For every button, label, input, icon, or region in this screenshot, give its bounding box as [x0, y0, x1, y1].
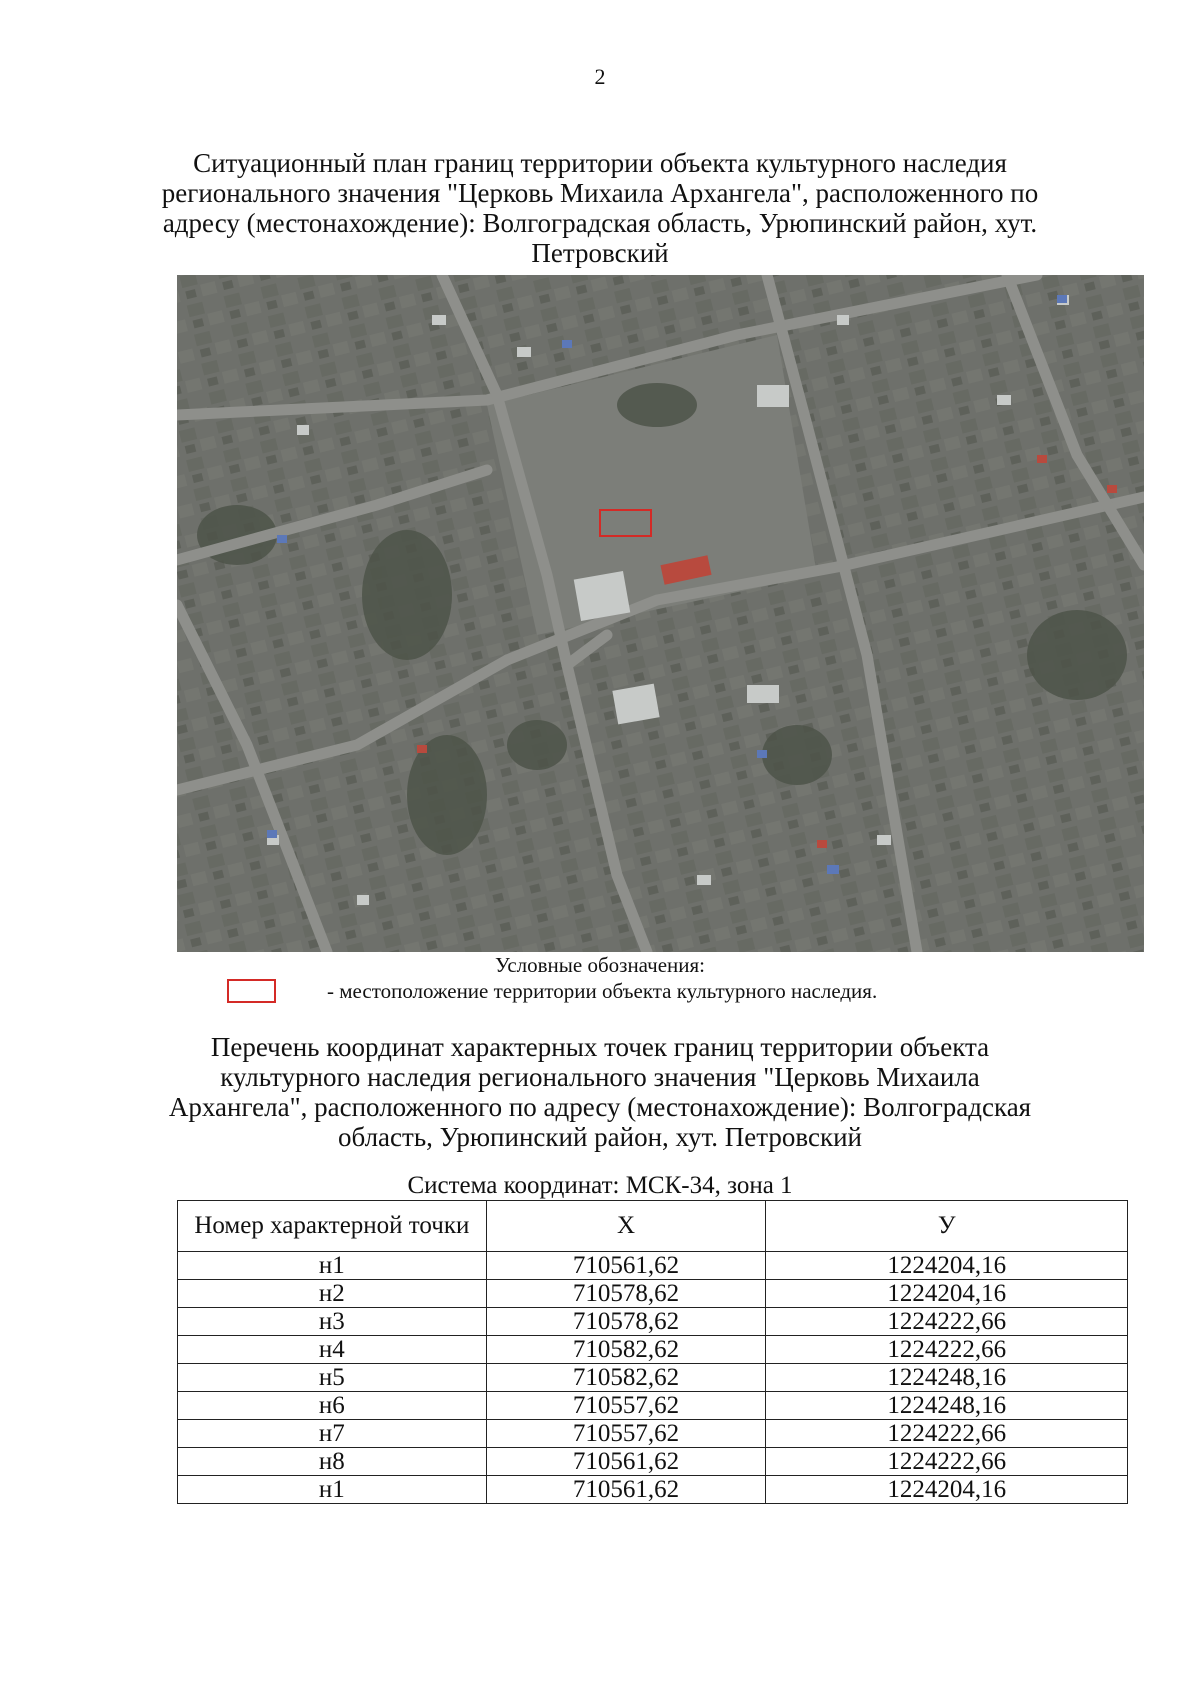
y-value: 1224248,16 [766, 1364, 1128, 1392]
y-value: 1224204,16 [766, 1280, 1128, 1308]
table-row [178, 1448, 1128, 1476]
table-row [178, 1392, 1128, 1420]
x-value: 710578,62 [486, 1308, 766, 1336]
x-value: 710561,62 [486, 1252, 766, 1280]
point-number: н2 [178, 1280, 487, 1308]
table-row [178, 1252, 1128, 1280]
y-value: 1224248,16 [766, 1392, 1128, 1420]
table-row [178, 1420, 1128, 1448]
x-value: 710557,62 [486, 1392, 766, 1420]
point-number: н1 [178, 1476, 487, 1504]
point-number: н8 [178, 1448, 487, 1476]
table-row [178, 1476, 1128, 1504]
point-number: н1 [178, 1252, 487, 1280]
x-value: 710561,62 [486, 1476, 766, 1504]
x-value: 710582,62 [486, 1364, 766, 1392]
point-number: н4 [178, 1336, 487, 1364]
y-value: 1224204,16 [766, 1252, 1128, 1280]
header-point-number: Номер характерной точки [178, 1201, 487, 1252]
table-row [178, 1308, 1128, 1336]
header-y: У [766, 1201, 1128, 1252]
y-value: 1224222,66 [766, 1308, 1128, 1336]
legend-item-label: - местоположение территории объекта культурного наследия. [327, 979, 878, 1003]
table-row [178, 1336, 1128, 1364]
coordinates-title: Перечень координат характерных точек границ территории объекта культурного наследия регионального значения "Церковь Михаила Архангела", расположенного по адресу (местонахождение): Волгоградская область, Урюпинский район, хут. Петровский [168, 1032, 1032, 1152]
satellite-map [177, 275, 1144, 952]
y-value: 1224204,16 [766, 1476, 1128, 1504]
legend-heading: Условные обозначения: [494, 953, 706, 977]
table-row [178, 1364, 1128, 1392]
table-row [178, 1280, 1128, 1308]
x-value: 710582,62 [486, 1336, 766, 1364]
coordinate-system: Система координат: МСК-34, зона 1 [407, 1172, 793, 1199]
y-value: 1224222,66 [766, 1420, 1128, 1448]
point-number: н3 [178, 1308, 487, 1336]
y-value: 1224222,66 [766, 1336, 1128, 1364]
map-title: Ситуационный план границ территории объекта культурного наследия регионального значения "Церковь Михаила Архангела", расположенного по адресу (местонахождение): Волгоградская область, Урюпинский район, хут. Петровский [161, 148, 1039, 268]
header-x: X [486, 1201, 766, 1252]
point-number: н6 [178, 1392, 487, 1420]
point-number: н7 [178, 1420, 487, 1448]
point-number: н5 [178, 1364, 487, 1392]
y-value: 1224222,66 [766, 1448, 1128, 1476]
legend-swatch [227, 979, 276, 1003]
x-value: 710578,62 [486, 1280, 766, 1308]
page-number: 2 [594, 64, 606, 89]
coordinates-table [177, 1200, 1128, 1504]
table-header-row [178, 1201, 1128, 1252]
x-value: 710557,62 [486, 1420, 766, 1448]
x-value: 710561,62 [486, 1448, 766, 1476]
